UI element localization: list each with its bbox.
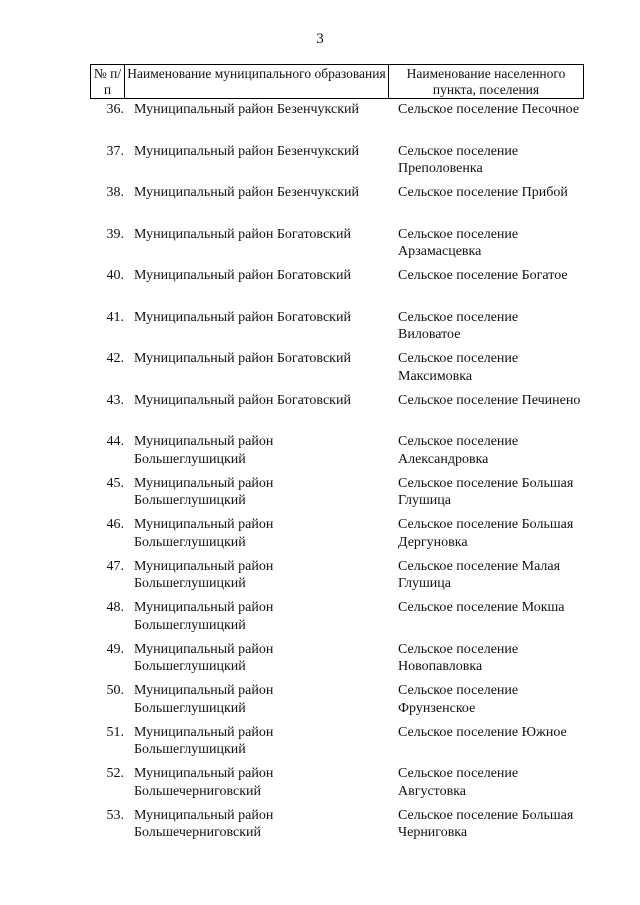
- row-number: 45.: [106, 475, 124, 491]
- municipality-cell: Муниципальный район Безенчукский: [134, 185, 360, 200]
- settlement-cell: Сельское поселение Арзамасцевка: [398, 226, 519, 259]
- table-row: [90, 641, 584, 683]
- settlement-cell: Сельское поселение Большая Глушица: [398, 475, 574, 508]
- municipality-cell: Муниципальный район Богатовский: [134, 392, 351, 408]
- row-number: 49.: [106, 641, 124, 657]
- table-row: [90, 184, 584, 226]
- row-number: 37.: [106, 143, 124, 159]
- row-number: 46.: [106, 517, 124, 532]
- settlement-cell: Сельское поселение Мокша: [398, 600, 565, 615]
- table-row: [90, 682, 584, 724]
- page-number: 3: [316, 31, 324, 47]
- row-number: 44.: [106, 434, 124, 449]
- municipality-cell: Муниципальный район Большеглушицкий: [134, 683, 274, 716]
- settlement-cell: Сельское поселение Преполовенка: [398, 143, 519, 176]
- municipality-cell: Муниципальный район Богатовский: [134, 268, 351, 283]
- municipality-cell: Муниципальный район Богатовский: [134, 309, 351, 325]
- header-municipality: Наименование муниципального образования: [125, 65, 389, 98]
- municipality-cell: Муниципальный район Большечерниговский: [134, 766, 274, 799]
- table-row: [90, 226, 584, 268]
- settlement-cell: Сельское поселение Прибой: [398, 185, 568, 200]
- header-number: № п/п: [91, 65, 125, 98]
- row-number: 38.: [106, 185, 124, 200]
- row-number: 48.: [106, 600, 124, 615]
- table-row: [90, 433, 584, 475]
- municipality-cell: Муниципальный район Безенчукский: [134, 143, 360, 159]
- municipality-cell: Муниципальный район Большеглушицкий: [134, 558, 274, 591]
- row-number: 50.: [106, 683, 124, 698]
- municipality-cell: Муниципальный район Богатовский: [134, 351, 351, 366]
- row-number: 41.: [106, 309, 124, 325]
- settlement-cell: Сельское поселение Большая Дергуновка: [398, 517, 574, 550]
- settlement-cell: Сельское поселение Большая Черниговка: [398, 807, 574, 840]
- settlement-cell: Сельское поселение Фрунзенское: [398, 683, 519, 716]
- table-row: [90, 765, 584, 807]
- settlement-cell: Сельское поселение Малая Глушица: [398, 558, 561, 591]
- row-number: 39.: [106, 226, 124, 242]
- settlement-cell: Сельское поселение Песочное: [398, 102, 580, 117]
- municipality-cell: Муниципальный район Большеглушицкий: [134, 600, 274, 633]
- row-number: 36.: [106, 102, 124, 117]
- municipality-cell: Муниципальный район Большеглушицкий: [134, 517, 274, 550]
- table-row: [90, 724, 584, 766]
- settlement-cell: Сельское поселение Новопавловка: [398, 641, 519, 674]
- table-row: [90, 558, 584, 600]
- municipality-cell: Муниципальный район Большеглушицкий: [134, 434, 274, 467]
- settlement-cell: Сельское поселение Южное: [398, 724, 567, 740]
- header-settlement: Наименование населенного пункта, поселения: [406, 66, 566, 97]
- row-number: 52.: [106, 766, 124, 781]
- row-number: 42.: [106, 351, 124, 366]
- settlement-cell: Сельское поселение Богатое: [398, 268, 568, 283]
- settlement-cell: Сельское поселение Максимовка: [398, 351, 519, 384]
- municipality-cell: Муниципальный район Безенчукский: [134, 102, 360, 117]
- row-number: 47.: [106, 558, 124, 574]
- table-row: [90, 143, 584, 185]
- table-row: [90, 392, 584, 434]
- municipality-cell: Муниципальный район Большеглушицкий: [134, 641, 274, 674]
- municipality-cell: Муниципальный район Богатовский: [134, 226, 351, 242]
- table-row: [90, 101, 584, 143]
- municipality-cell: Муниципальный район Большечерниговский: [134, 807, 274, 840]
- table-row: [90, 350, 584, 392]
- table-row: [90, 475, 584, 517]
- table-body: [90, 101, 584, 848]
- settlement-cell: Сельское поселение Августовка: [398, 766, 519, 799]
- row-number: 43.: [106, 392, 124, 408]
- row-number: 40.: [106, 268, 124, 283]
- municipality-cell: Муниципальный район Большеглушицкий: [134, 724, 274, 757]
- settlement-cell: Сельское поселение Александровка: [398, 434, 519, 467]
- table-row: [90, 599, 584, 641]
- table-row: [90, 807, 584, 849]
- municipality-cell: Муниципальный район Большеглушицкий: [134, 475, 274, 508]
- table-row: [90, 267, 584, 309]
- table-row: [90, 309, 584, 351]
- row-number: 51.: [106, 724, 124, 740]
- settlement-cell: Сельское поселение Виловатое: [398, 309, 519, 342]
- table-header: [90, 64, 584, 99]
- row-number: 53.: [106, 807, 124, 823]
- settlement-cell: Сельское поселение Печинено: [398, 392, 581, 408]
- table-row: [90, 516, 584, 558]
